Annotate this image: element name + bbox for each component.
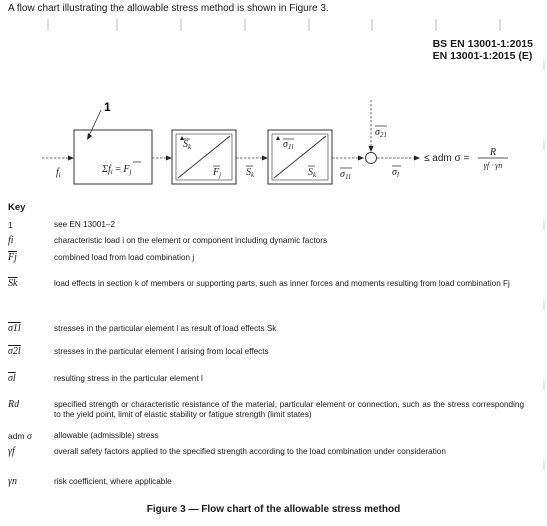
- key-symbol: fi: [8, 235, 14, 246]
- key-symbol: $\overline{\sigma l}$: [8, 373, 16, 384]
- key-heading: Key: [8, 202, 26, 213]
- box3-bottom-label: $S_k$: [308, 167, 317, 179]
- right-margin-marks: [542, 0, 546, 526]
- key-description: risk coefficient, where applicable: [54, 477, 172, 486]
- box3-top-label: $\sigma_{1l}$: [283, 139, 294, 151]
- compare-label: ≤ adm σ =: [424, 153, 470, 164]
- box1-formula: $\Sigma f_i = F_j$: [102, 164, 132, 176]
- key-description: characteristic load i on the element or component including dynamic factors: [54, 236, 328, 245]
- key-symbol: σ1l: [8, 323, 21, 334]
- key-symbol: σ2l: [8, 346, 21, 357]
- label-1: 1: [104, 100, 111, 114]
- key-symbol: γn: [8, 476, 17, 487]
- arrow-sigma-1l-label: $\sigma_{1l}$: [340, 169, 351, 181]
- fraction-denominator: γf · γn: [483, 161, 503, 170]
- intro-text: A flow chart illustrating the allowable stress method is shown in Figure 3.: [8, 3, 329, 14]
- box2-bottom-label: $F_j$: [213, 167, 222, 179]
- arrow-head: [166, 156, 172, 161]
- key-description: combined load from load combination j: [54, 253, 195, 262]
- key-symbol: 1: [8, 220, 13, 230]
- arrow-sk-label: $S_k$: [246, 167, 255, 179]
- figure-caption: Figure 3 — Flow chart of the allowable stress method: [146, 504, 401, 515]
- arrow-head: [262, 156, 268, 161]
- key-description: overall safety factors applied to the specified strength according to the load combination under consideration: [54, 447, 446, 456]
- input-f-label: $f_i$: [56, 167, 61, 179]
- standard-header: [433, 38, 533, 62]
- box2-top-label: $S_k$: [183, 139, 192, 151]
- standard-line-2: EN 13001-1:2015 (E): [432, 50, 533, 62]
- fraction-numerator: R: [489, 147, 497, 158]
- key-description: stresses in the particular element l as result of load effects Sk: [54, 324, 277, 333]
- key-description: see EN 13001–2: [54, 220, 115, 229]
- key-description: resulting stress in the particular element l: [54, 374, 203, 383]
- arrow-head: [358, 156, 364, 161]
- combination-box: [74, 130, 152, 184]
- key-symbol: $\overline{Fj}$: [8, 252, 17, 263]
- header-tick-marks: [0, 18, 547, 32]
- key-description: allowable (admissible) stress: [54, 431, 159, 440]
- arrow-head: [369, 146, 374, 152]
- standard-line-1: BS EN 13001-1:2015: [432, 38, 533, 50]
- key-symbol: Rd: [8, 399, 20, 410]
- key-description: specified strength or characteristic resistance of the material, particular element or connection, such as the stress corresponding to the yield point, limit of elastic stability or fatigue strength (limit states): [54, 400, 524, 419]
- key-description: load effects in section k of members or supporting parts, such as inner forces and moments resulting from load combination Fj: [54, 279, 510, 288]
- arrow-head: [414, 156, 420, 161]
- key-symbol: γf: [8, 446, 15, 457]
- sigma-l-label: $\sigma_l$: [392, 167, 399, 179]
- sigma-21-label: $\sigma_{21}$: [375, 127, 387, 139]
- key-symbol: $\overline{Sk}$: [8, 278, 18, 289]
- arrow-head: [68, 156, 74, 161]
- flow-chart: [0, 95, 547, 195]
- summation-node: [366, 153, 377, 164]
- key-description: stresses in the particular element l arising from local effects: [54, 347, 269, 356]
- key-symbol: adm σ: [8, 431, 33, 441]
